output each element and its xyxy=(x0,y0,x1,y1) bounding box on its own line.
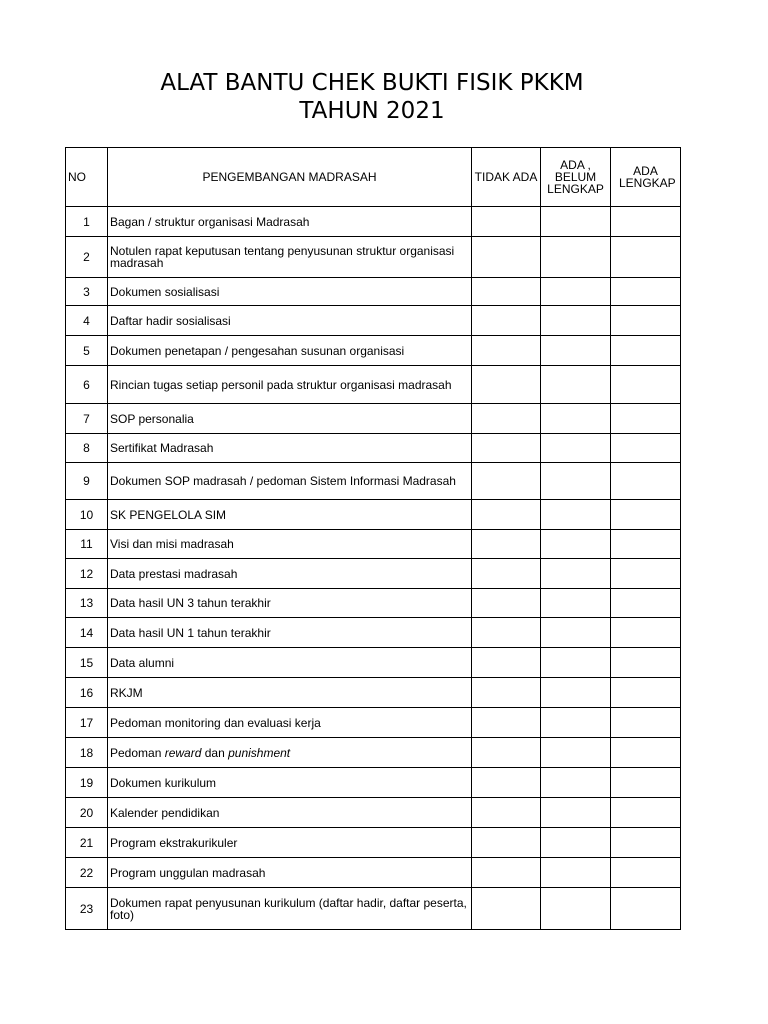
table-row xyxy=(66,500,681,530)
check-tidak-ada-cell xyxy=(472,530,541,559)
check-tidak-ada-cell xyxy=(472,500,541,530)
check-ada-belum-lengkap-cell xyxy=(541,648,611,678)
check-ada-belum-lengkap-cell xyxy=(541,559,611,589)
check-tidak-ada-cell xyxy=(472,559,541,589)
check-ada-lengkap-cell xyxy=(611,559,681,589)
table-row xyxy=(66,366,681,404)
row-number: 12 xyxy=(66,559,108,589)
check-ada-belum-lengkap-cell xyxy=(541,434,611,463)
row-number: 8 xyxy=(66,434,108,463)
row-number: 1 xyxy=(66,207,108,237)
row-number: 6 xyxy=(66,366,108,404)
check-ada-lengkap-cell xyxy=(611,798,681,828)
row-item: Bagan / struktur organisasi Madrasah xyxy=(108,207,472,237)
check-tidak-ada-cell xyxy=(472,828,541,858)
table-row xyxy=(66,738,681,768)
table-row xyxy=(66,858,681,888)
row-number: 3 xyxy=(66,278,108,306)
row-item: RKJM xyxy=(108,678,472,708)
check-ada-belum-lengkap-cell xyxy=(541,678,611,708)
check-ada-lengkap-cell xyxy=(611,237,681,278)
check-ada-belum-lengkap-cell xyxy=(541,738,611,768)
check-ada-belum-lengkap-cell xyxy=(541,278,611,306)
table-row xyxy=(66,648,681,678)
check-tidak-ada-cell xyxy=(472,336,541,366)
row-item-part: Pedoman xyxy=(110,745,165,760)
table-row xyxy=(66,828,681,858)
row-number: 10 xyxy=(66,500,108,530)
row-number: 18 xyxy=(66,738,108,768)
check-tidak-ada-cell xyxy=(472,237,541,278)
check-ada-lengkap-cell xyxy=(611,708,681,738)
check-ada-belum-lengkap-cell xyxy=(541,888,611,930)
row-item: Dokumen rapat penyusunan kurikulum (daftar hadir, daftar peserta, foto) xyxy=(108,888,472,930)
check-tidak-ada-cell xyxy=(472,648,541,678)
header-ada-lengkap: ADA LENGKAP xyxy=(611,148,681,207)
row-item-part: punishment xyxy=(228,745,291,760)
row-item: Rincian tugas setiap personil pada struktur organisasi madrasah xyxy=(108,366,472,404)
row-item: Pedoman monitoring dan evaluasi kerja xyxy=(108,708,472,738)
check-ada-lengkap-cell xyxy=(611,404,681,434)
check-tidak-ada-cell xyxy=(472,618,541,648)
row-number: 13 xyxy=(66,589,108,618)
row-number: 14 xyxy=(66,618,108,648)
check-ada-belum-lengkap-cell xyxy=(541,463,611,500)
check-ada-lengkap-cell xyxy=(611,434,681,463)
check-ada-belum-lengkap-cell xyxy=(541,336,611,366)
check-tidak-ada-cell xyxy=(472,278,541,306)
table-row xyxy=(66,708,681,738)
row-item: SK PENGELOLA SIM xyxy=(108,500,472,530)
row-item: Data prestasi madrasah xyxy=(108,559,472,589)
row-item: Notulen rapat keputusan tentang penyusunan struktur organisasi madrasah xyxy=(108,237,472,278)
check-ada-belum-lengkap-cell xyxy=(541,798,611,828)
row-item xyxy=(108,738,472,768)
check-tidak-ada-cell xyxy=(472,463,541,500)
check-ada-lengkap-cell xyxy=(611,648,681,678)
row-item: Dokumen sosialisasi xyxy=(108,278,472,306)
table-row xyxy=(66,237,681,278)
table-row xyxy=(66,678,681,708)
check-ada-belum-lengkap-cell xyxy=(541,366,611,404)
row-item: Data hasil UN 3 tahun terakhir xyxy=(108,589,472,618)
check-ada-belum-lengkap-cell xyxy=(541,589,611,618)
check-ada-lengkap-cell xyxy=(611,306,681,336)
table-row xyxy=(66,530,681,559)
check-tidak-ada-cell xyxy=(472,306,541,336)
row-number: 7 xyxy=(66,404,108,434)
table-row xyxy=(66,207,681,237)
check-ada-belum-lengkap-cell xyxy=(541,858,611,888)
check-ada-lengkap-cell xyxy=(611,738,681,768)
header-pengembangan-madrasah: PENGEMBANGAN MADRASAH xyxy=(108,148,472,207)
check-ada-belum-lengkap-cell xyxy=(541,828,611,858)
check-ada-lengkap-cell xyxy=(611,500,681,530)
check-ada-lengkap-cell xyxy=(611,888,681,930)
check-ada-belum-lengkap-cell xyxy=(541,237,611,278)
row-number: 23 xyxy=(66,888,108,930)
row-item-part: dan xyxy=(201,745,229,760)
check-tidak-ada-cell xyxy=(472,366,541,404)
row-item: Daftar hadir sosialisasi xyxy=(108,306,472,336)
check-tidak-ada-cell xyxy=(472,708,541,738)
row-number: 5 xyxy=(66,336,108,366)
row-item: Data alumni xyxy=(108,648,472,678)
table-row xyxy=(66,888,681,930)
document-title-line-1: ALAT BANTU CHEK BUKTI FISIK PKKM xyxy=(160,70,584,96)
check-tidak-ada-cell xyxy=(472,207,541,237)
check-ada-lengkap-cell xyxy=(611,618,681,648)
table-row xyxy=(66,589,681,618)
check-tidak-ada-cell xyxy=(472,768,541,798)
table-row xyxy=(66,798,681,828)
row-item: Program ekstrakurikuler xyxy=(108,828,472,858)
table-row xyxy=(66,336,681,366)
row-number: 16 xyxy=(66,678,108,708)
header-tidak-ada: TIDAK ADA xyxy=(472,148,541,207)
row-item: Dokumen penetapan / pengesahan susunan organisasi xyxy=(108,336,472,366)
table-row xyxy=(66,559,681,589)
row-number: 4 xyxy=(66,306,108,336)
check-tidak-ada-cell xyxy=(472,888,541,930)
check-ada-belum-lengkap-cell xyxy=(541,500,611,530)
row-item: Data hasil UN 1 tahun terakhir xyxy=(108,618,472,648)
check-ada-lengkap-cell xyxy=(611,828,681,858)
table-row xyxy=(66,618,681,648)
table-body xyxy=(66,207,681,930)
row-number: 11 xyxy=(66,530,108,559)
header-no: NO xyxy=(66,148,108,207)
table-row xyxy=(66,278,681,306)
check-ada-lengkap-cell xyxy=(611,336,681,366)
row-item: SOP personalia xyxy=(108,404,472,434)
row-number: 17 xyxy=(66,708,108,738)
check-ada-lengkap-cell xyxy=(611,858,681,888)
check-ada-belum-lengkap-cell xyxy=(541,530,611,559)
row-item: Sertifikat Madrasah xyxy=(108,434,472,463)
row-number: 21 xyxy=(66,828,108,858)
row-item-part: reward xyxy=(164,745,202,760)
table-header-row xyxy=(66,148,681,207)
check-ada-lengkap-cell xyxy=(611,463,681,500)
table-row xyxy=(66,404,681,434)
row-number: 15 xyxy=(66,648,108,678)
row-item: Kalender pendidikan xyxy=(108,798,472,828)
check-tidak-ada-cell xyxy=(472,434,541,463)
check-ada-lengkap-cell xyxy=(611,768,681,798)
row-number: 19 xyxy=(66,768,108,798)
check-tidak-ada-cell xyxy=(472,678,541,708)
check-ada-lengkap-cell xyxy=(611,366,681,404)
check-ada-belum-lengkap-cell xyxy=(541,768,611,798)
check-tidak-ada-cell xyxy=(472,404,541,434)
check-ada-belum-lengkap-cell xyxy=(541,404,611,434)
row-item: Dokumen kurikulum xyxy=(108,768,472,798)
row-number: 20 xyxy=(66,798,108,828)
check-ada-lengkap-cell xyxy=(611,530,681,559)
table-row xyxy=(66,463,681,500)
row-item: Dokumen SOP madrasah / pedoman Sistem Informasi Madrasah xyxy=(108,463,472,500)
row-item: Program unggulan madrasah xyxy=(108,858,472,888)
table-row xyxy=(66,306,681,336)
table-row xyxy=(66,434,681,463)
check-tidak-ada-cell xyxy=(472,798,541,828)
check-ada-lengkap-cell xyxy=(611,207,681,237)
header-ada-belum-lengkap: ADA , BELUM LENGKAP xyxy=(541,148,611,207)
check-ada-lengkap-cell xyxy=(611,278,681,306)
check-tidak-ada-cell xyxy=(472,589,541,618)
check-ada-belum-lengkap-cell xyxy=(541,708,611,738)
check-ada-belum-lengkap-cell xyxy=(541,618,611,648)
check-ada-lengkap-cell xyxy=(611,678,681,708)
check-tidak-ada-cell xyxy=(472,858,541,888)
checklist-table xyxy=(65,147,681,930)
check-ada-lengkap-cell xyxy=(611,589,681,618)
check-ada-belum-lengkap-cell xyxy=(541,306,611,336)
row-number: 2 xyxy=(66,237,108,278)
document-title-line-2: TAHUN 2021 xyxy=(299,98,445,124)
check-tidak-ada-cell xyxy=(472,738,541,768)
row-item: Visi dan misi madrasah xyxy=(108,530,472,559)
table-row xyxy=(66,768,681,798)
row-number: 9 xyxy=(66,463,108,500)
row-number: 22 xyxy=(66,858,108,888)
check-ada-belum-lengkap-cell xyxy=(541,207,611,237)
